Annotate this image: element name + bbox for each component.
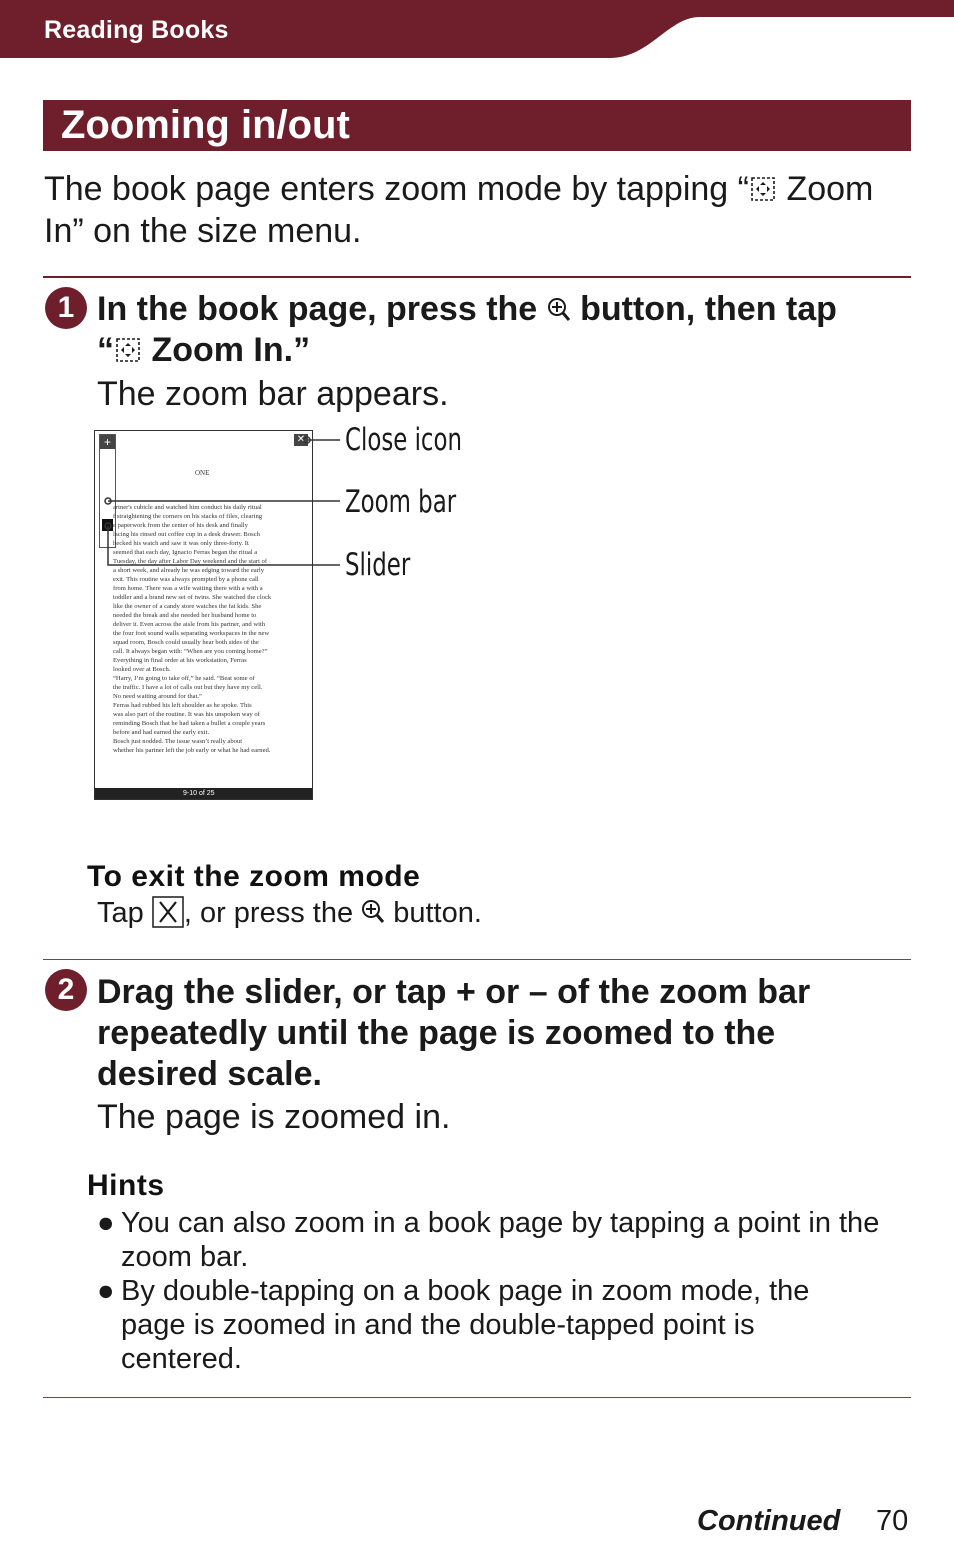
device-text-line: Ferras had rubbed his left shoulder as he spoke. This <box>113 702 252 709</box>
device-text-line: reminding Bosch that he had taken a bullet a couple years <box>113 720 266 727</box>
hint-2-line-2: page is zoomed in and the double-tapped point is <box>121 1309 755 1341</box>
step-2-line-3: desired scale. <box>97 1055 322 1093</box>
continued-label: Continued <box>697 1505 841 1537</box>
hint-2-line-1: By double-tapping on a book page in zoom mode, the <box>121 1275 810 1307</box>
divider <box>43 959 911 960</box>
device-text-line: needed the break and she needed her husband home to <box>113 612 257 619</box>
zoom-plus-button[interactable]: + <box>100 435 115 449</box>
close-icon[interactable]: ✕ <box>294 434 308 446</box>
device-text-line: f straightening the corners on his stacks of files, clearing <box>113 513 263 520</box>
step-1-text-c: “ <box>97 331 114 369</box>
device-text-line: whether his partner left the job early or what he had earned. <box>113 747 271 754</box>
device-text-line: “Harry, I’m going to take off,” he said. “Beat some of <box>113 675 255 682</box>
device-text-line: was also part of the routine. It was his unspoken way of <box>113 711 260 718</box>
hint-2-line-3: centered. <box>121 1343 242 1375</box>
section-title: Zooming in/out <box>61 103 350 147</box>
step-2-instruction <box>97 972 917 1095</box>
callout-slider: Slider <box>345 547 411 583</box>
device-text-line: from home. There was a wife waiting there with a with a <box>113 585 263 592</box>
device-text-line: call. It always began with: “When are you coming home?” <box>113 648 268 655</box>
step-2-line-2: repeatedly until the page is zoomed to the <box>97 1014 776 1052</box>
step-1-instruction <box>97 289 917 371</box>
exit-body <box>97 895 482 931</box>
callout-zoom-bar: Zoom bar <box>345 484 457 520</box>
device-text-line: seemed that each day, Ignacio Ferras began the ritual a <box>113 549 258 556</box>
device-text-line: No need waiting around for that.” <box>113 693 202 700</box>
device-text-line: the traffic. I have a lot of calls out but they have my cell. <box>113 684 263 691</box>
step-1-text-a: In the book page, press the <box>97 290 547 328</box>
exit-heading: To exit the zoom mode <box>87 860 421 893</box>
device-text-line: lacing his rinsed out coffee cup in a desk drawer. Bosch <box>113 531 260 538</box>
device-text-line: a short week, and already he was edging toward the early <box>113 567 265 574</box>
device-chapter: ONE <box>195 469 210 477</box>
bullet: ● <box>97 1207 115 1239</box>
divider <box>43 1397 911 1398</box>
intro-text-2: Zoom In” on the size menu. <box>44 170 874 250</box>
device-status-bar <box>95 788 312 799</box>
hint-1-line-1: You can also zoom in a book page by tapping a point in the <box>121 1207 880 1239</box>
step-2-line-1: Drag the slider, or tap + or – of the zoom bar <box>97 973 811 1011</box>
device-text-line: before and had earned the early exit. <box>113 729 210 736</box>
device-text-line: artner's cubicle and watched him conduct his daily ritual <box>113 504 262 511</box>
device-text-line: hecked his watch and saw it was only three-forty. It <box>113 540 249 547</box>
step-1-text-b: button, then tap <box>570 290 837 328</box>
device-text-line: exit. This routine was always prompted by a phone call <box>113 576 259 583</box>
device-text-line: e paperwork from the center of his desk and finally <box>113 522 248 529</box>
device-text-line: looked over at Bosch. <box>113 666 171 673</box>
hints-heading: Hints <box>87 1169 165 1202</box>
bullet: ● <box>97 1275 115 1307</box>
intro-text-1: The book page enters zoom mode by tapping “ <box>44 170 749 208</box>
zoom-frame-icon <box>749 175 777 203</box>
hint-1-line-2: zoom bar. <box>121 1241 249 1273</box>
zoom-magnifier-icon <box>361 899 385 925</box>
intro-paragraph <box>44 168 912 252</box>
step-1-result: The zoom bar appears. <box>97 375 449 413</box>
device-text-line: like the owner of a candy store watches the fat kids. She <box>113 603 262 610</box>
zoom-magnifier-icon <box>547 297 571 323</box>
step-1-text-d: Zoom In.” <box>142 331 311 369</box>
close-x-icon <box>152 896 184 928</box>
page-number: 70 <box>876 1505 909 1537</box>
exit-text-b: , or press the <box>183 897 362 929</box>
step-2-result: The page is zoomed in. <box>97 1098 451 1136</box>
device-text-line: Bosch just nodded. The issue wasn’t really about <box>113 738 243 745</box>
hint-item <box>97 1274 917 1376</box>
device-text-line: Tuesday, the day after Labor Day weekend and the start of <box>113 558 268 565</box>
exit-text-c: button. <box>385 897 482 929</box>
callout-lines <box>100 430 350 575</box>
device-text-line: toddler and a brand new set of twins. She watched the clock <box>113 594 272 601</box>
step-number-1: 1 <box>45 287 87 329</box>
divider <box>43 276 911 278</box>
device-text-line: squad room, Bosch could usually hear both sides of the <box>113 639 259 646</box>
step-number-2: 2 <box>45 969 87 1011</box>
hint-item <box>97 1206 917 1274</box>
device-text-line: the four foot sound walls separating workspaces in the new <box>113 630 270 637</box>
zoom-frame-icon <box>114 336 142 364</box>
header-title: Reading Books <box>44 16 229 44</box>
device-text-line: Everything in final order at his workstation, Ferras <box>113 657 247 664</box>
device-text-line: deliver it. Even across the aisle from his partner, and with <box>113 621 266 628</box>
exit-text-a: Tap <box>97 897 152 929</box>
callout-close-icon: Close icon <box>345 422 462 458</box>
device-page-status: 9-10 of 25 <box>183 790 215 797</box>
